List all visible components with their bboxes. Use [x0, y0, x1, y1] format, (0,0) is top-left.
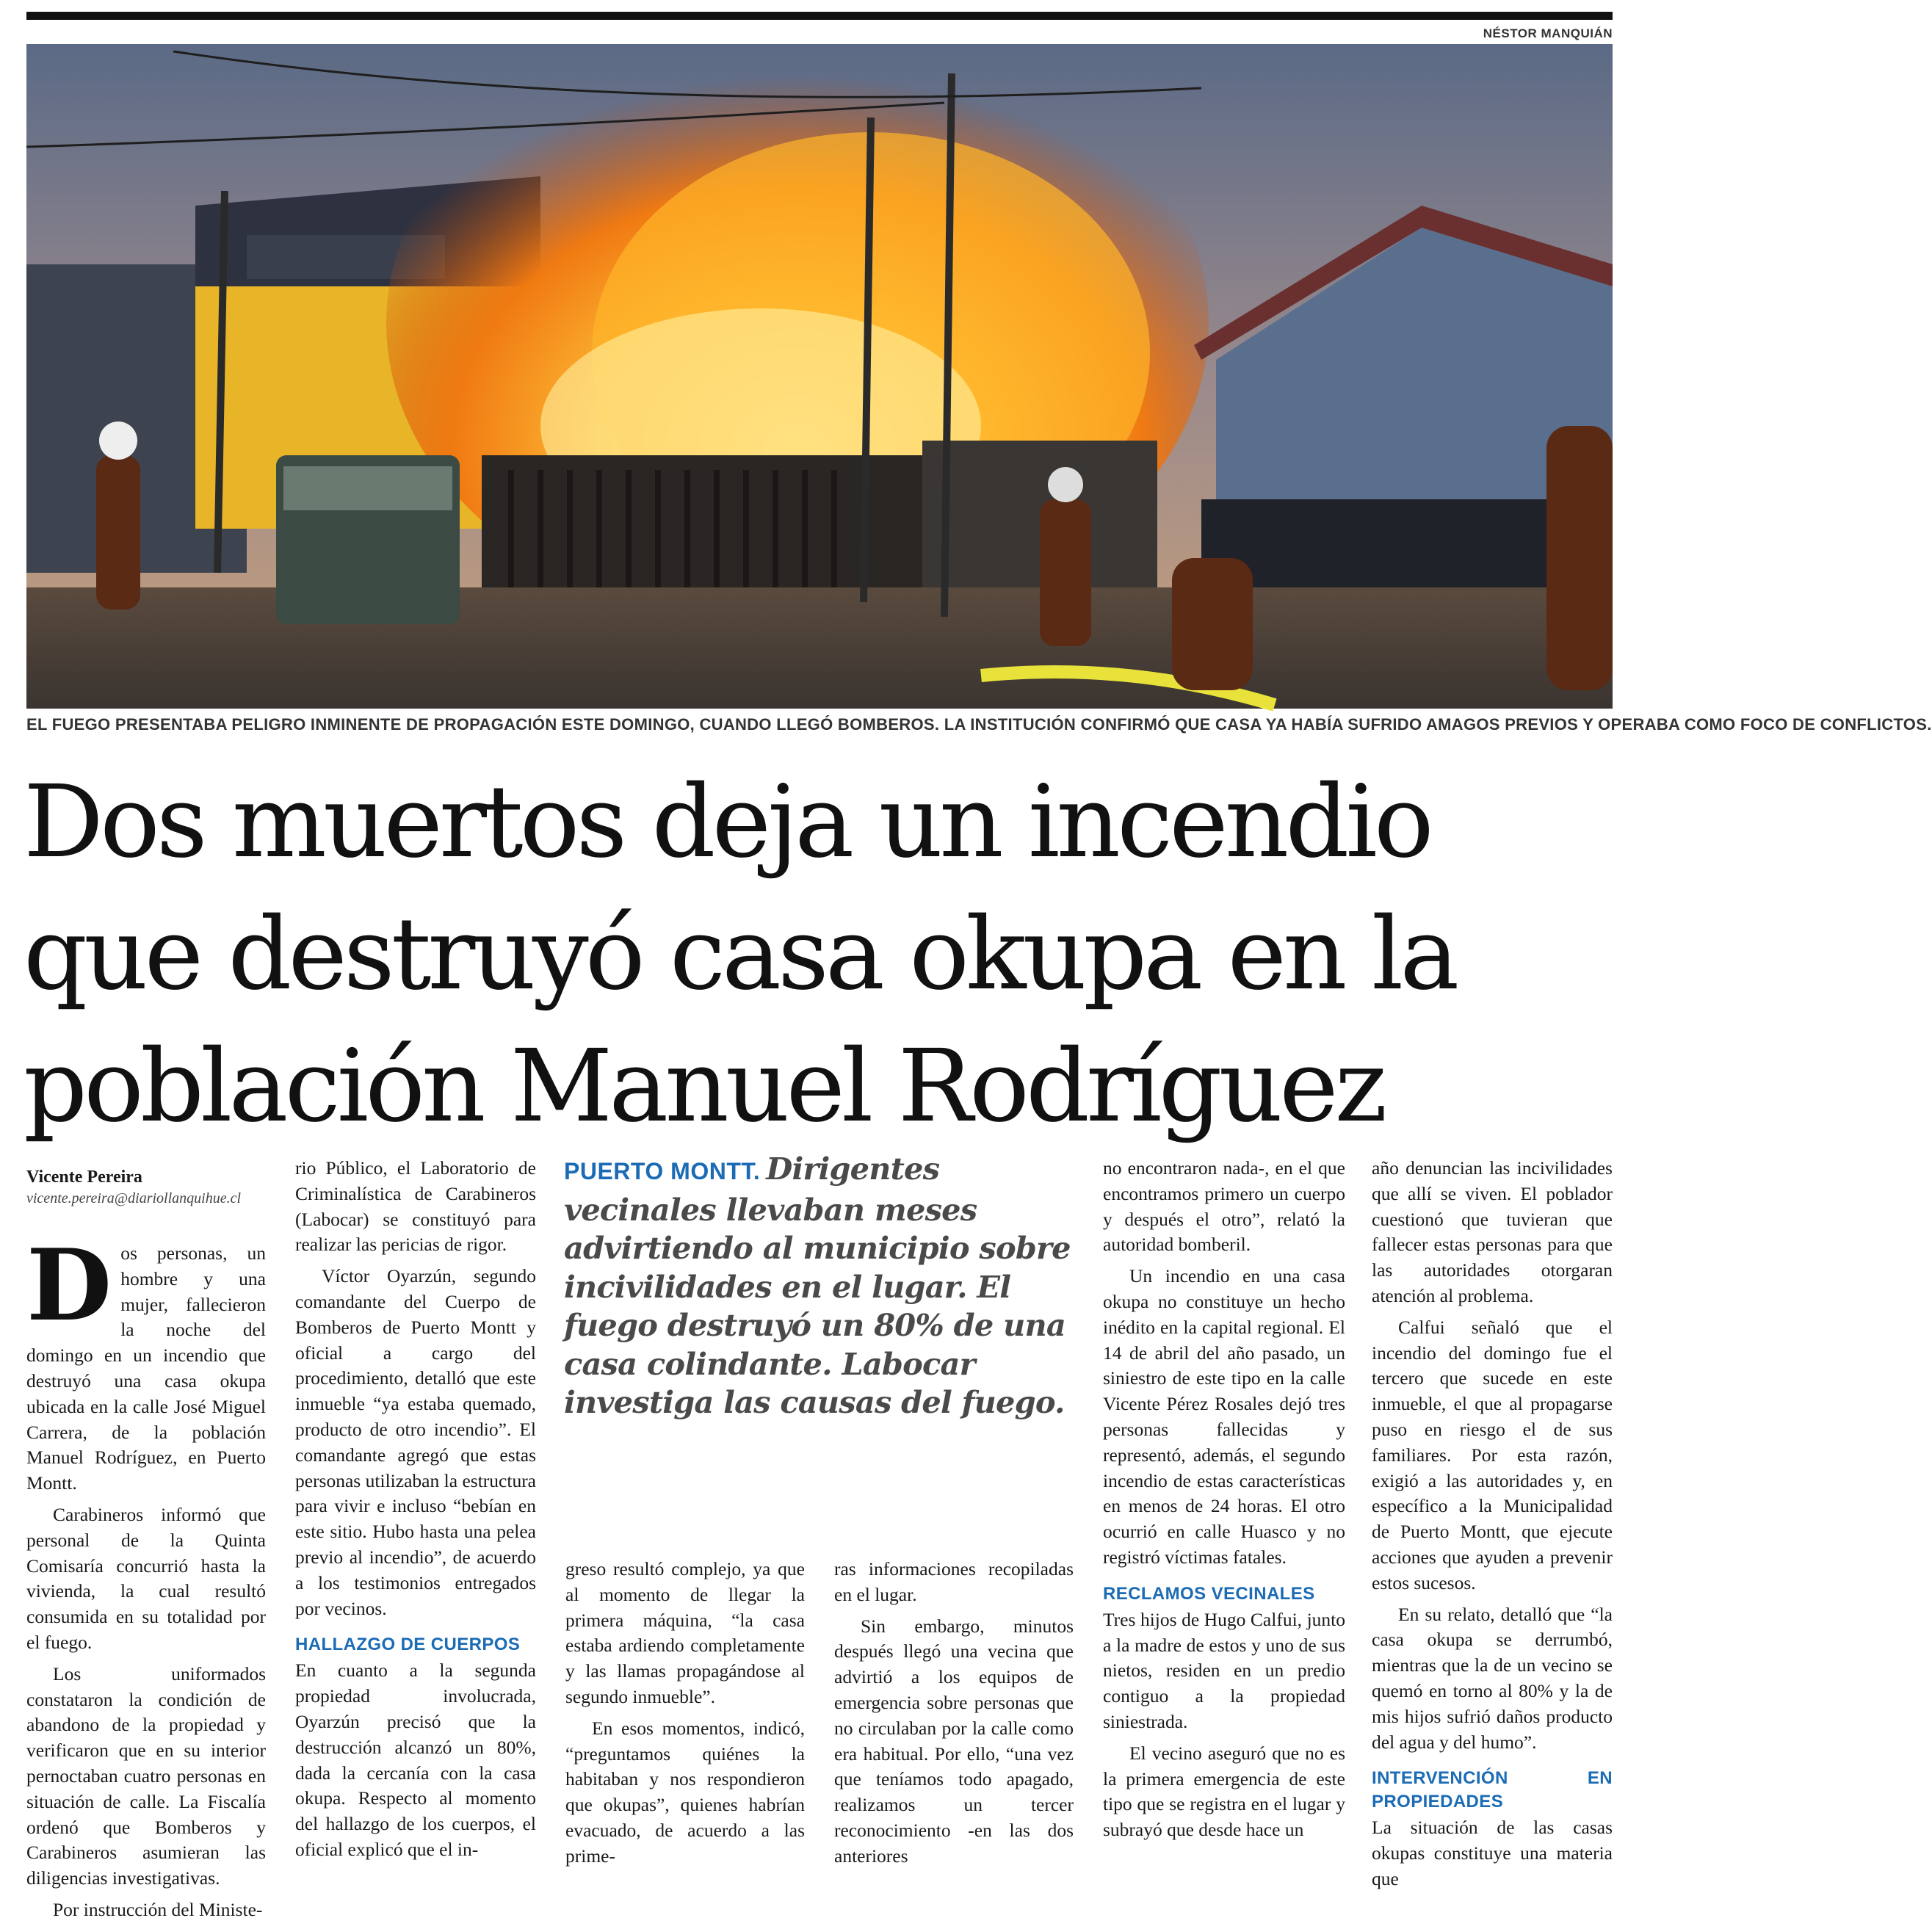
subhead-hallazgo: HALLAZGO DE CUERPOS — [295, 1635, 521, 1655]
article-column-4 — [834, 1557, 1074, 1875]
paragraph: Por instrucción del Ministe- — [53, 1898, 263, 1920]
photo-caption: EL FUEGO PRESENTABA PELIGRO INMINENTE DE PROPAGACIÓN ESTE DOMINGO, CUANDO LLEGÓ BOMBEROS. LA INSTITUCIÓN CONFIRMÓ QUE CASA YA HABÍA SUFRIDO AMAGOS PREVIOS Y OPERABA COMO FOCO DE CONFLICTOS. — [26, 715, 1932, 734]
subhead-intervencion: INTERVENCIÓN EN PROPIEDADES — [1372, 1768, 1613, 1812]
photo-credit: NÉSTOR MANQUIÁN — [1483, 26, 1613, 40]
paragraph: En cuanto a la segunda propiedad involucrada, Oyarzún precisó que la destrucción alcanzó un 80%, dada la cercanía con la casa okupa. Respecto al momento del hallazgo de los cuerpos, el oficial explicó que el in- — [295, 1660, 536, 1860]
dateline: PUERTO MONTT. — [564, 1158, 761, 1184]
subhead-reclamos: RECLAMOS VECINALES — [1103, 1583, 1315, 1604]
fire-photo — [26, 44, 1613, 709]
author-email: vicente.pereira@diariollanquihue.cl — [26, 1190, 242, 1206]
paragraph: En su relato, detalló que “la casa okupa se derrumbó, mientras que la de un vecino se quemó en torno al 80% y la de mis hijos sufrió daños producto del agua y del humo”. — [1372, 1603, 1613, 1753]
paragraph: Carabineros informó que personal de la Quinta Comisaría concurrió hasta la vivienda, la cual resultó consumida en su totalidad por el fuego. — [26, 1503, 266, 1653]
fire-scene-illustration — [26, 44, 1613, 709]
paragraph: greso resultó complejo, ya que al momento de llegar la primera máquina, “la casa estaba ardiendo completamente y las llamas propagándose al segundo inmueble”. — [565, 1558, 805, 1707]
headline — [23, 756, 1617, 1153]
paragraph: ras informaciones recopiladas en el lugar. — [834, 1558, 1074, 1605]
paragraph: Tres hijos de Hugo Calfui, junto a la madre de estos y uno de sus nietos, residen en un predio contiguo a la propiedad siniestrada. — [1103, 1608, 1345, 1732]
paragraph: En esos momentos, indicó, “preguntamos quiénes la habitaban y nos respondieron que okupas”, quienes habrían evacuado, de acuerdo a las prime- — [565, 1717, 805, 1867]
paragraph: Los uniformados constataron la condición de abandono de la propiedad y verificaron que en su interior pernoctaban cuatro personas en situación de calle. La Fiscalía ordenó que Bomberos y Carabineros asumieran las diligencias investigativas. — [26, 1662, 266, 1889]
paragraph: La situación de las casas okupas constituye una materia que — [1372, 1817, 1613, 1889]
paragraph: Víctor Oyarzún, segundo comandante del Cuerpo de Bomberos de Puerto Montt y oficial a cargo del procedimiento, detalló que este inmueble “ya estaba quemado, producto de otro incendio”. El comandante agregó que estas personas utilizaban la estructura para vivir e incluso “bebían en este sitio. Hubo hasta una pelea previo al incendio”, de acuerdo a los testimonios entregados por vecinos. — [295, 1265, 536, 1619]
article-column-5 — [1103, 1156, 1345, 1849]
paragraph: Calfui señaló que el incendio del domingo fue el tercero que sucede en este inmueble, el que al propagarse puso en riesgo el de sus familiares. Por esta razón, exigió a las autoridades y, en específico a la Municipalidad de Puerto Montt, que ejecute acciones que ayuden a prevenir estos sucesos. — [1372, 1316, 1613, 1593]
headline-line-1: Dos muertos deja un incendio — [23, 764, 1430, 880]
lead-deck — [564, 1150, 1078, 1422]
headline-line-2: que destruyó casa okupa en la — [23, 897, 1456, 1013]
paragraph: El vecino aseguró que no es la primera emergencia de este tipo que se registra en el lugar y subrayó que desde hace un — [1103, 1742, 1345, 1841]
paragraph: Sin embargo, minutos después llegó una vecina que advirtió a los equipos de emergencia sobre personas que no circulaban por la calle como era habitual. Por ello, “una vez que teníamos todo apagado, realizamos un tercer reconocimiento -en las dos anteriores — [834, 1615, 1074, 1867]
paragraph: rio Público, el Laboratorio de Criminalística de Carabineros (Labocar) se constituyó para realizar las pericias de rigor. — [295, 1157, 536, 1256]
author-name: Vicente Pereira — [26, 1168, 142, 1187]
article-column-1 — [26, 1156, 266, 1929]
paragraph: Un incendio en una casa okupa no constituye un hecho inédito en la capital regional. El 14 de abril del año pasado, un siniestro de este tipo en la calle Vicente Pérez Rosales dejó tres personas fallecidas y representó, además, el segundo incendio de estas características en menos de 24 horas. El otro ocurrió en calle Huasco y no registró víctimas fatales. — [1103, 1265, 1345, 1568]
drop-cap: D — [26, 1227, 112, 1343]
lead-text: Dirigentes vecinales llevaban meses advirtiendo al municipio sobre incivilidades en el lugar. El fuego destruyó un 80% de una casa colindante. Labocar investiga las causas del fuego. — [564, 1151, 1071, 1420]
paragraph: no encontraron nada-, en el que encontramos primero un cuerpo y después el otro”, relató la autoridad bomberil. — [1103, 1157, 1345, 1256]
headline-line-3: población Manuel Rodríguez — [23, 1029, 1384, 1145]
article-column-6 — [1372, 1156, 1613, 1898]
paragraph: Dos personas, un hombre y una mujer, fallecieron la noche del domingo en un incendio que destruyó una casa okupa ubicada en la calle José Miguel Carrera, de la población Manuel Rodríguez, en Puerto Montt. — [26, 1227, 266, 1494]
article-column-2 — [295, 1156, 536, 1869]
article-column-3 — [565, 1557, 805, 1875]
paragraph: año denuncian las incivilidades que allí se viven. El poblador cuestionó que tuvieran que fallecer estas personas para que las autoridades otorgaran atención al problema. — [1372, 1157, 1613, 1306]
